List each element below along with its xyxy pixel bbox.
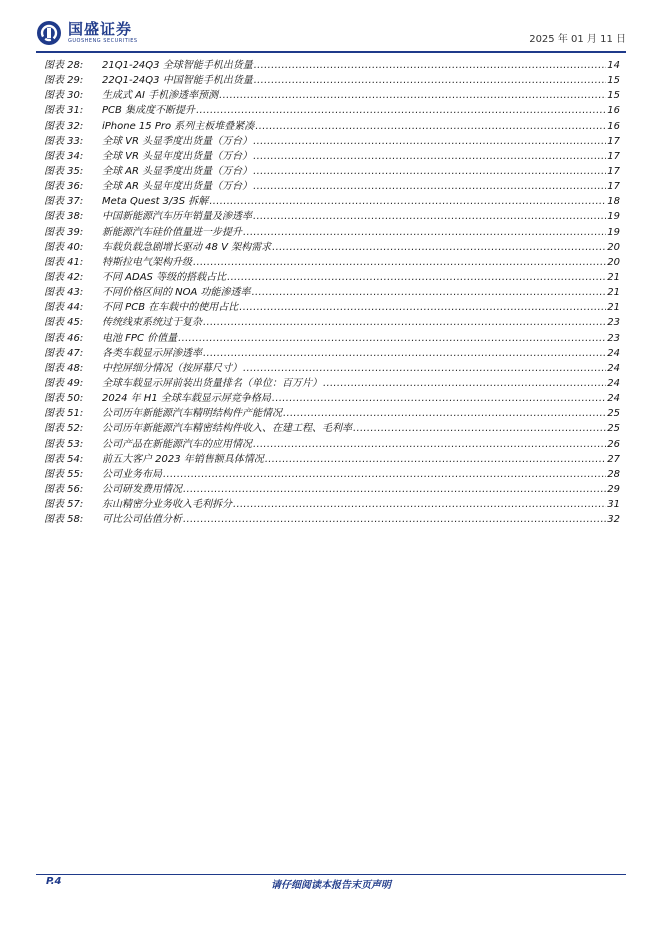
toc-entry-page: 26 xyxy=(607,438,620,450)
toc-entry-title: 特斯拉电气架构升级 xyxy=(102,256,192,268)
toc-entry-label: 图表 34: xyxy=(44,150,84,162)
toc-entry[interactable] xyxy=(44,238,620,253)
toc-entry-label: 图表 49: xyxy=(44,377,84,389)
toc-entry[interactable] xyxy=(44,329,620,344)
toc-entry-label: 图表 29: xyxy=(44,75,84,87)
toc-dot-leader xyxy=(203,348,606,359)
toc-entry-title: PCB 集成度不断提升 xyxy=(102,105,196,117)
toc-entry-label: 图表 28: xyxy=(44,60,84,71)
toc-entry[interactable] xyxy=(44,344,620,359)
toc-entry-title: 公司历年新能源汽车精明结构件产能情况 xyxy=(102,408,282,420)
toc-entry-page: 21 xyxy=(607,287,620,299)
toc-entry-title: 公司研发费用情况 xyxy=(102,483,182,495)
toc-entry-page: 24 xyxy=(607,362,620,374)
toc-entry[interactable] xyxy=(44,359,620,374)
toc-entry-title: 中控屏细分情况（按屏幕尺寸） xyxy=(102,362,242,374)
toc-entry-page: 32 xyxy=(607,514,620,526)
toc-entry-label: 图表 58: xyxy=(44,514,84,526)
toc-dot-leader xyxy=(239,302,606,313)
toc-entry-page: 19 xyxy=(607,226,620,238)
toc-entry-title: 21Q1-24Q3 全球智能手机出货量 xyxy=(102,60,253,71)
toc-entry-page: 16 xyxy=(607,105,620,117)
toc-entry-label: 图表 31: xyxy=(44,105,84,117)
toc-dot-leader xyxy=(272,393,606,404)
toc-entry-page: 25 xyxy=(607,423,620,435)
toc-entry[interactable] xyxy=(44,192,620,207)
toc-entry-label: 图表 57: xyxy=(44,499,84,511)
toc-entry-title: 传统线束系统过于复杂 xyxy=(102,317,202,329)
toc-dot-leader xyxy=(193,257,606,268)
toc-dot-leader xyxy=(254,75,607,86)
toc-entry-page: 19 xyxy=(607,211,620,223)
toc-dot-leader xyxy=(265,454,606,465)
toc-entry[interactable] xyxy=(44,56,620,71)
toc-entry-title: 不同 PCB 在车载中的使用占比 xyxy=(102,302,239,314)
toc-entry-label: 图表 39: xyxy=(44,226,84,238)
toc-dot-leader xyxy=(253,151,606,162)
toc-entry[interactable] xyxy=(44,389,620,404)
toc-entry[interactable] xyxy=(44,162,620,177)
toc-entry[interactable] xyxy=(44,132,620,147)
toc-entry-label: 图表 33: xyxy=(44,135,84,147)
toc-entry-label: 图表 54: xyxy=(44,453,84,465)
toc-entry-label: 图表 41: xyxy=(44,256,84,268)
toc-dot-leader xyxy=(255,121,606,132)
toc-entry-title: 全球 AR 头显季度出货量（万台） xyxy=(102,165,253,177)
toc-dot-leader xyxy=(233,499,606,510)
toc-entry-page: 17 xyxy=(607,181,620,193)
toc-entry-title: 东山精密分业务收入毛利拆分 xyxy=(102,499,232,511)
toc-entry[interactable] xyxy=(44,283,620,298)
toc-dot-leader xyxy=(253,136,606,147)
toc-entry-title: 中国新能源汽车历年销量及渗透率 xyxy=(102,211,252,223)
toc-dot-leader xyxy=(203,317,606,328)
toc-entry-title: Meta Quest 3/3S 拆解 xyxy=(102,196,209,208)
toc-dot-leader xyxy=(227,272,606,283)
toc-entry-label: 图表 43: xyxy=(44,287,84,299)
toc-entry[interactable] xyxy=(44,101,620,116)
logo-chinese-name: 国盛证券 xyxy=(68,20,133,38)
toc-entry-page: 23 xyxy=(607,332,620,344)
toc-entry-title: 全球 AR 头显年度出货量（万台） xyxy=(102,181,253,193)
toc-entry-label: 图表 36: xyxy=(44,181,84,193)
toc-entry-title: iPhone 15 Pro 系列主板堆叠紧凑 xyxy=(102,120,255,132)
toc-entry-page: 29 xyxy=(607,483,620,495)
toc-entry[interactable] xyxy=(44,450,620,465)
toc-entry[interactable] xyxy=(44,253,620,268)
toc-entry-page: 31 xyxy=(607,499,620,511)
page-header xyxy=(36,18,626,52)
toc-dot-leader xyxy=(163,469,606,480)
toc-entry-title: 前五大客户 2023 年销售额具体情况 xyxy=(102,453,264,465)
toc-entry[interactable] xyxy=(44,404,620,419)
toc-entry-title: 22Q1-24Q3 中国智能手机出货量 xyxy=(102,75,253,87)
toc-entry-label: 图表 51: xyxy=(44,408,84,420)
toc-entry-page: 24 xyxy=(607,377,620,389)
toc-entry-page: 15 xyxy=(607,75,620,87)
toc-entry[interactable] xyxy=(44,298,620,313)
toc-entry-label: 图表 47: xyxy=(44,347,84,359)
toc-entry-title: 新能源汽车硅价值量进一步提升 xyxy=(102,226,242,238)
toc-entry-page: 21 xyxy=(607,271,620,283)
toc-dot-leader xyxy=(178,333,606,344)
toc-entry-page: 17 xyxy=(607,150,620,162)
toc-entry-label: 图表 46: xyxy=(44,332,84,344)
toc-entry[interactable] xyxy=(44,435,620,450)
footer-divider xyxy=(36,874,626,875)
header-divider xyxy=(36,51,626,53)
toc-entry-label: 图表 35: xyxy=(44,165,84,177)
toc-entry-page: 20 xyxy=(607,256,620,268)
toc-entry-page: 14 xyxy=(607,60,620,71)
toc-entry-page: 25 xyxy=(607,408,620,420)
toc-entry-label: 图表 48: xyxy=(44,362,84,374)
toc-dot-leader xyxy=(219,90,606,101)
toc-dot-leader xyxy=(243,363,606,374)
toc-entry-page: 28 xyxy=(607,468,620,480)
toc-entry-title: 电池 FPC 价值量 xyxy=(102,332,178,344)
toc-entry-label: 图表 45: xyxy=(44,317,84,329)
toc-entry-page: 18 xyxy=(607,196,620,208)
toc-entry-label: 图表 55: xyxy=(44,468,84,480)
toc-entry-title: 公司历年新能源汽车精密结构件收入、在建工程、毛利率 xyxy=(102,423,352,435)
toc-entry[interactable] xyxy=(44,419,620,434)
toc-entry[interactable] xyxy=(44,480,620,495)
toc-entry-page: 20 xyxy=(607,241,620,253)
toc-entry-title: 各类车载显示屏渗透率 xyxy=(102,347,202,359)
toc-entry[interactable] xyxy=(44,495,620,510)
toc-entry-title: 全球 VR 头显年度出货量（万台） xyxy=(102,150,253,162)
figure-list xyxy=(44,56,620,525)
toc-entry-page: 17 xyxy=(607,135,620,147)
toc-entry-label: 图表 40: xyxy=(44,241,84,253)
toc-entry[interactable] xyxy=(44,177,620,192)
toc-entry-label: 图表 56: xyxy=(44,483,84,495)
toc-entry[interactable] xyxy=(44,207,620,222)
toc-entry-label: 图表 44: xyxy=(44,302,84,314)
toc-entry[interactable] xyxy=(44,117,620,132)
toc-entry-page: 16 xyxy=(607,120,620,132)
toc-entry-label: 图表 52: xyxy=(44,423,84,435)
toc-dot-leader xyxy=(283,408,606,419)
toc-dot-leader xyxy=(252,287,607,298)
toc-entry-page: 21 xyxy=(607,302,620,314)
toc-entry-title: 不同 ADAS 等级的搭载占比 xyxy=(102,271,227,283)
page-number: P.4 xyxy=(46,876,62,887)
toc-entry-title: 生成式 AI 手机渗透率预测 xyxy=(102,90,219,102)
toc-entry[interactable] xyxy=(44,147,620,162)
toc-entry[interactable] xyxy=(44,268,620,283)
toc-dot-leader xyxy=(196,105,606,116)
toc-entry[interactable] xyxy=(44,86,620,101)
toc-dot-leader xyxy=(272,242,606,253)
toc-entry-label: 图表 37: xyxy=(44,196,84,208)
toc-entry-page: 24 xyxy=(607,347,620,359)
toc-dot-leader xyxy=(253,439,606,450)
toc-entry-page: 23 xyxy=(607,317,620,329)
toc-dot-leader xyxy=(183,514,606,525)
report-date: 2025 年 01 月 11 日 xyxy=(529,34,626,45)
guosheng-logo-icon xyxy=(36,20,62,46)
toc-entry-page: 15 xyxy=(607,90,620,102)
toc-entry[interactable] xyxy=(44,71,620,86)
toc-entry-title: 2024 年 H1 全球车载显示屏竞争格局 xyxy=(102,393,271,405)
toc-dot-leader xyxy=(209,196,606,207)
toc-dot-leader xyxy=(253,211,606,222)
toc-entry[interactable] xyxy=(44,313,620,328)
toc-entry-page: 27 xyxy=(607,453,620,465)
toc-dot-leader xyxy=(183,484,606,495)
toc-entry[interactable] xyxy=(44,465,620,480)
toc-entry-title: 公司业务布局 xyxy=(102,468,162,480)
toc-entry[interactable] xyxy=(44,223,620,238)
toc-entry[interactable] xyxy=(44,374,620,389)
toc-entry[interactable] xyxy=(44,510,620,525)
toc-entry-title: 车载负载急剧增长驱动 48 V 架构需求 xyxy=(102,241,272,253)
toc-dot-leader xyxy=(323,378,606,389)
toc-dot-leader xyxy=(243,227,606,238)
toc-entry-page: 24 xyxy=(607,393,620,405)
toc-dot-leader xyxy=(253,166,606,177)
toc-entry-label: 图表 50: xyxy=(44,393,84,405)
toc-entry-page: 17 xyxy=(607,165,620,177)
footer-disclaimer: 请仔细阅读本报告末页声明 xyxy=(271,880,391,891)
toc-dot-leader xyxy=(253,181,606,192)
logo-english-name: GUOSHENG SECURITIES xyxy=(68,38,138,44)
toc-entry-label: 图表 30: xyxy=(44,90,84,102)
toc-entry-label: 图表 42: xyxy=(44,271,84,283)
toc-entry-title: 可比公司估值分析 xyxy=(102,514,182,526)
brand-logo xyxy=(36,20,138,46)
toc-dot-leader xyxy=(353,423,606,434)
toc-entry-label: 图表 38: xyxy=(44,211,84,223)
toc-dot-leader xyxy=(254,60,607,71)
toc-entry-title: 全球车载显示屏前装出货量排名（单位：百万片） xyxy=(102,377,322,389)
toc-entry-title: 全球 VR 头显季度出货量（万台） xyxy=(102,135,253,147)
toc-entry-title: 公司产品在新能源汽车的应用情况 xyxy=(102,438,252,450)
toc-entry-label: 图表 53: xyxy=(44,438,84,450)
toc-entry-title: 不同价格区间的 NOA 功能渗透率 xyxy=(102,287,251,299)
toc-entry-label: 图表 32: xyxy=(44,120,84,132)
